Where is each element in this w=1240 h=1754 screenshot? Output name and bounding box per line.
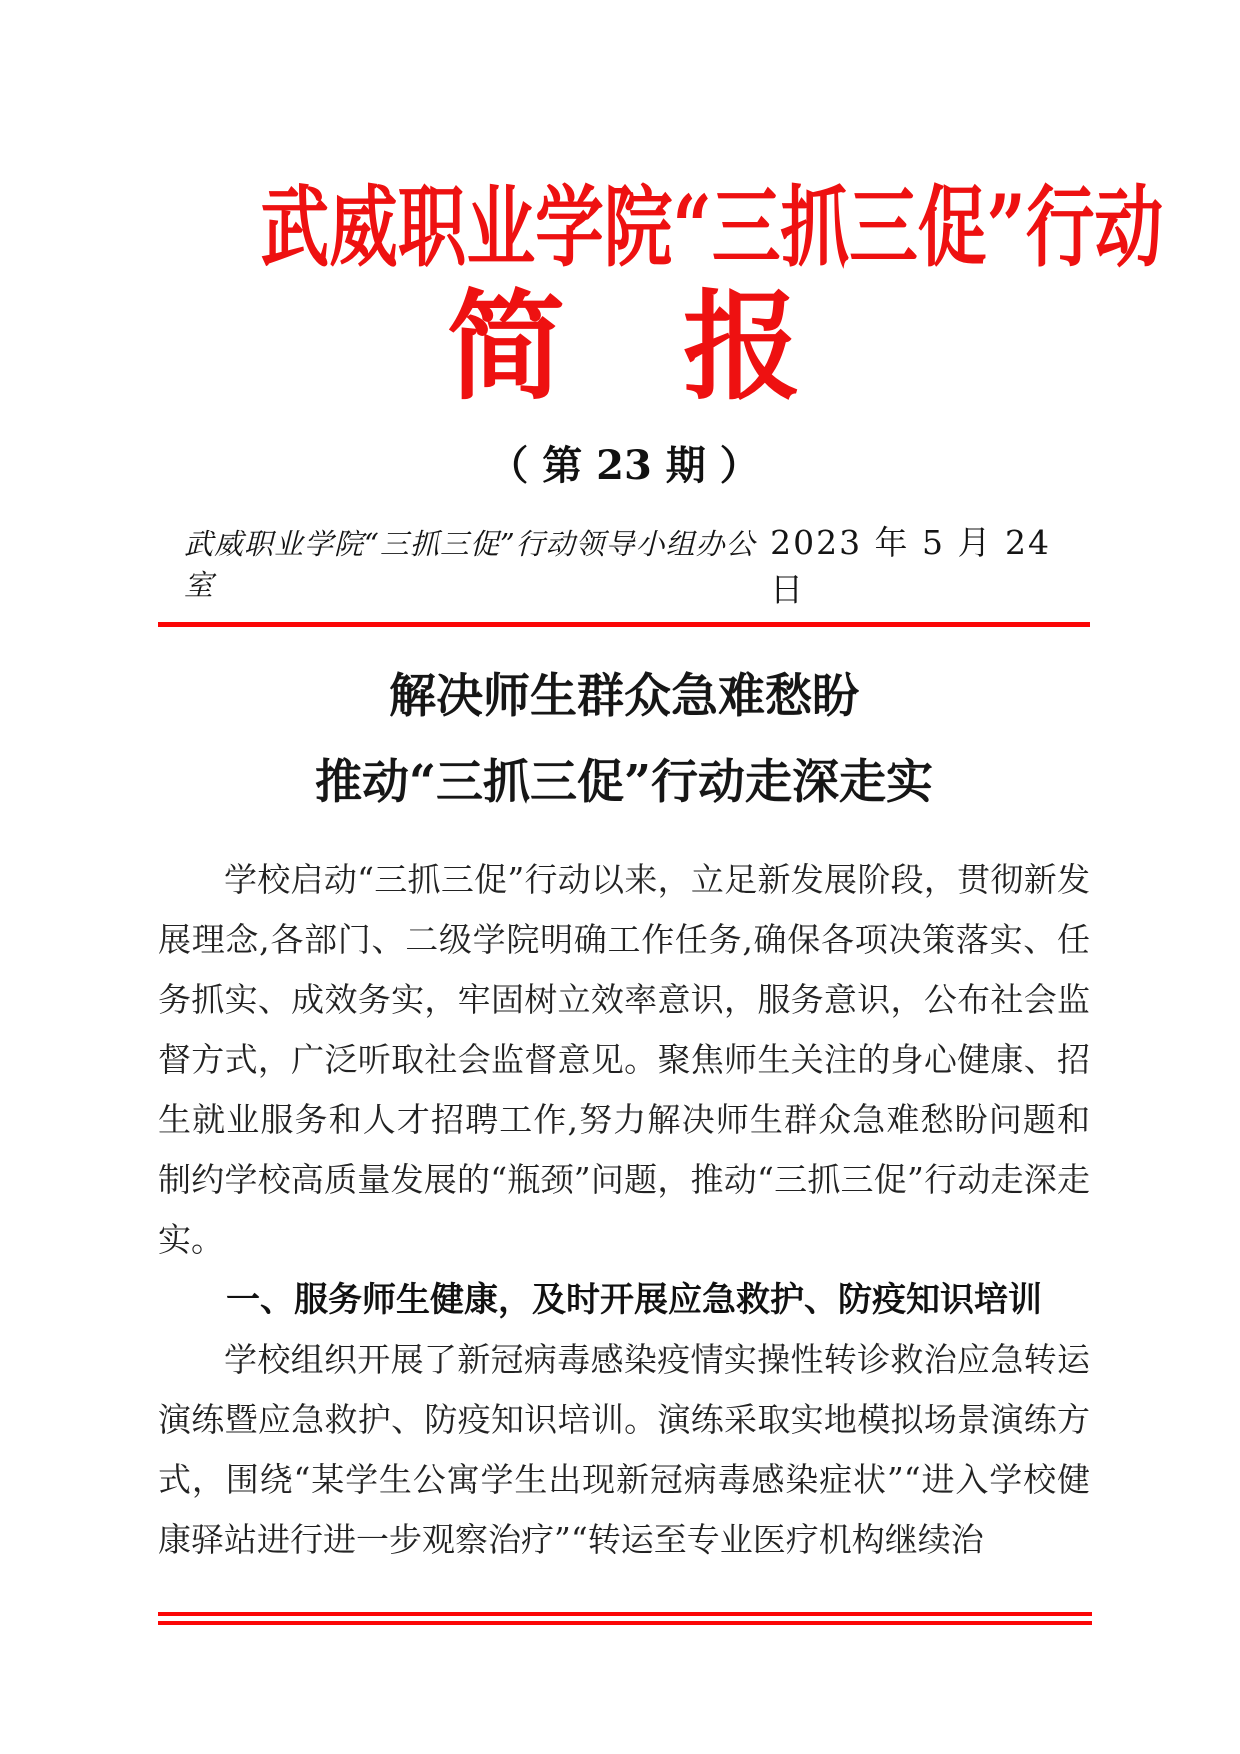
article-title-line2: 推动“三抓三促”行动走深走实 xyxy=(314,755,934,811)
article xyxy=(158,669,1090,1570)
masthead-bulletin-title: 简 报 xyxy=(446,277,801,417)
masthead-red-rule xyxy=(158,622,1090,627)
masthead-office-row xyxy=(158,517,1090,611)
masthead-date: 2023 年 5 月 24 日 xyxy=(770,522,1052,609)
masthead-org-action-title: 武威职业学院“三抓三促”行动 xyxy=(260,175,1164,279)
article-section1-heading: 一、服务师生健康，及时开展应急救护、防疫知识培训 xyxy=(226,1279,1042,1320)
masthead xyxy=(158,175,1164,627)
masthead-issue-number: （ 第 23 期 ） xyxy=(488,441,760,489)
article-section1-paragraph: 学校组织开展了新冠病毒感染疫情实操性转诊救治应急转运演练暨应急救护、防疫知识培训。演练采取实地模拟场景演练方式，围绕“某学生公寓学生出现新冠病毒感染症状”“进入学校健康驿站进行进一步观察治疗”“转运至专业医疗机构继续治 xyxy=(158,1339,1090,1559)
article-title-line1: 解决师生群众急难愁盼 xyxy=(389,668,859,724)
masthead-office-name: 武威职业学院“三抓三促”行动领导小组办公室 xyxy=(184,526,756,602)
article-paragraph-intro: 学校启动“三抓三促”行动以来，立足新发展阶段，贯彻新发展理念,各部门、二级学院明确工作任务,确保各项决策落实、任务抓实、成效务实，牢固树立效率意识，服务意识，公布社会监督方式，广泛听取社会监督意见。聚焦师生关注的身心健康、招生就业服务和人才招聘工作,努力解决师生群众急难愁盼问题和制约学校高质量发展的“瓶颈”问题，推动“三抓三促”行动走深走实。 xyxy=(158,859,1090,1259)
footer-double-red-rule xyxy=(158,1612,1092,1625)
